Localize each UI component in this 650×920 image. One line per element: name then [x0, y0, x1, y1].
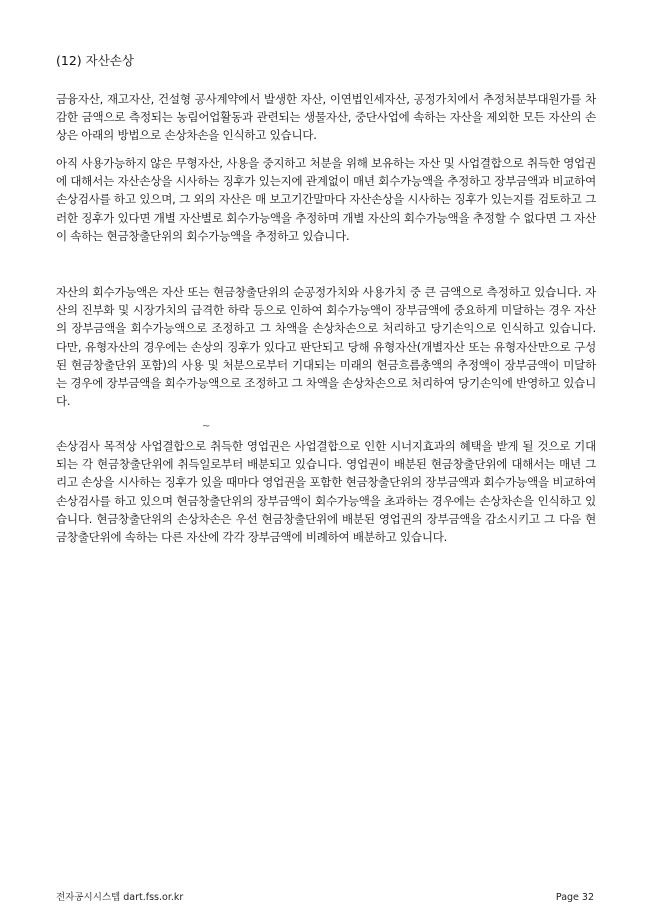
stray-mark: ~: [202, 421, 211, 432]
paragraph-goodwill: 손상검사 목적상 사업결합으로 취득한 영업권은 사업결합으로 인한 시너지효과의 혜택을 받게 될 것으로 기대되는 각 현금창출단위에 취득일로부터 배분되고 있습니다. 영업권이 배분된 현금창출단위에 대해서는 매년 그리고 손상을 시사하는 징후가 있을 때마다 영업권을 포함한 현금창출단위의 장부금액과 회수가능액을 비교하여 손상검사를 하고 있으며 현금창출단위의 장부금액이 회수가능액을 초과하는 경우에는 손상차손을 인식하고 있습니다. 현금창출단위의 손상차손은 우선 현금창출단위에 배분된 영업권의 장부금액을 감소시키고 그 다음 현금창출단위에 속하는 다른 자산에 각각 장부금액에 비례하여 배분하고 있습니다.: [56, 439, 596, 545]
paragraph-recoverable-amount: 자산의 회수가능액은 자산 또는 현금창출단위의 순공정가치와 사용가치 중 큰 금액으로 측정하고 있습니다. 자산의 진부화 및 시장가치의 급격한 하락 등으로 인하여 회수가능액이 장부금액에 중요하게 미달하는 경우 자산의 장부금액을 회수가능액으로 조정하고 그 차액을 손상차손으로 처리하고 당기손익으로 인식하고 있습니다. 다만, 유형자산의 경우에는 손상의 징후가 있다고 판단되고 당해 유형자산(개별자산 또는 유형자산만으로 구성된 현금창출단위 포함)의 사용 및 처분으로부터 기대되는 미래의 현금흐름총액의 추정액이 장부금액이 미달하는 경우에 장부금액을 회수가능액으로 조정하고 그 차액을 손상차손으로 처리하여 당기손익에 반영하고 있습니다.: [56, 285, 596, 409]
footer-page-number: Page 32: [555, 892, 594, 903]
paragraph-impairment-scope: 금융자산, 재고자산, 건설형 공사계약에서 발생한 자산, 이연법인세자산, 공정가치에서 추정처분부대원가를 차감한 금액으로 측정되는 농림어업활동과 관련되는 생물자산, 중단사업에 속하는 자산을 제외한 모든 자산의 손상은 아래의 방법으로 손상차손을 인식하고 있습니다.: [56, 92, 596, 143]
paragraph-impairment-testing: 아직 사용가능하지 않은 무형자산, 사용을 중지하고 처분을 위해 보유하는 자산 및 사업결합으로 취득한 영업권에 대해서는 자산손상을 시사하는 징후가 있는지에 관계없이 매년 회수가능액을 추정하고 장부금액과 비교하여 손상검사를 하고 있으며, 그 외의 자산은 매 보고기간말마다 자산손상을 시사하는 징후가 있는지를 검토하고 그러한 징후가 있다면 개별 자산별로 회수가능액을 추정하며 개별 자산의 회수가능액을 추정할 수 없다면 그 자산이 속하는 현금창출단위의 회수가능액을 추정하고 있습니다.: [56, 156, 596, 243]
section-heading: (12) 자산손상: [56, 53, 134, 68]
footer-source: 전자공시시스템 dart.fss.or.kr: [56, 892, 184, 903]
